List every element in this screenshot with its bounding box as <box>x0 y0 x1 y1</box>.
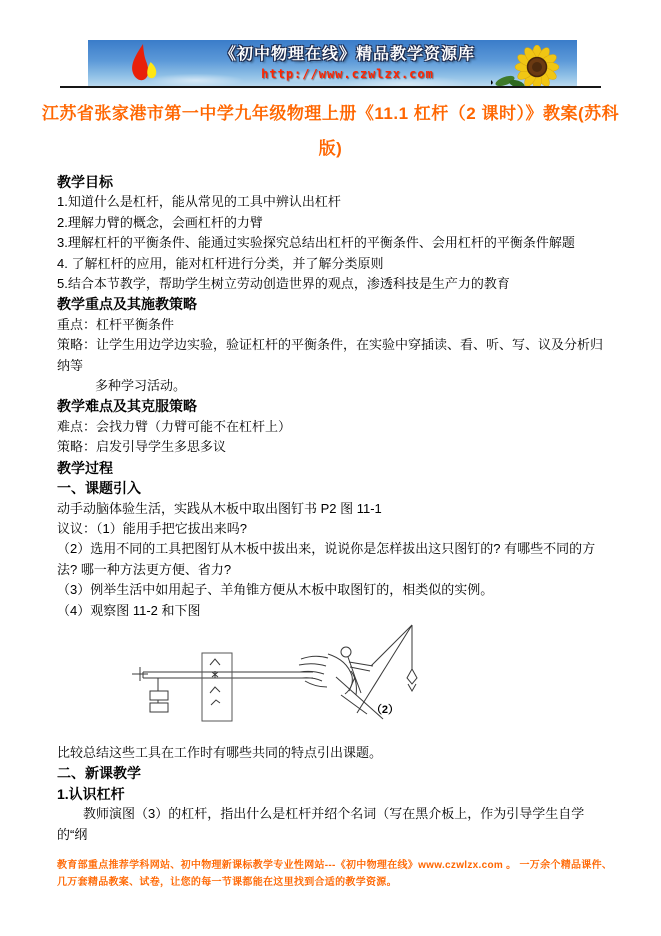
figure-drawing <box>115 621 535 743</box>
difficulty-point: 难点：会找力臂（力臂可能不在杠杆上） <box>57 418 292 434</box>
heading-sub1: 1.认识杠杆 <box>57 785 125 802</box>
footer-line1: 教育部重点推荐学科网站、初中物理新课标教学专业性网站---《初中物理在线》www.czwlzx.com 。 一万余个精品课件、 <box>57 860 613 871</box>
figure-label: （2） <box>370 703 400 716</box>
objective-item-3: 3.理解杠杆的平衡条件、能通过实验探究总结出杠杆的平衡条件、会用杠杆的平衡条件解题 <box>57 235 575 251</box>
heading-objectives: 教学目标 <box>57 174 113 190</box>
process-paragraph-3: （2）选用不同的工具把图钉从木板中拔出来，说说你是怎样拔出这只图钉的? 有哪些不同的方法? 哪一种方法更方便、省力? <box>57 541 596 577</box>
site-url: http://www.czwlzx.com <box>261 67 434 81</box>
page-title <box>0 96 661 166</box>
banner-text-block <box>208 44 487 82</box>
heading-part1: 一、课题引入 <box>57 480 141 497</box>
figure-11-2 <box>57 621 605 743</box>
key-point: 重点：杠杆平衡条件 <box>57 316 175 332</box>
footer <box>57 857 623 891</box>
key-strategy-line1: 策略：让学生用边学边实验，验证杠杆的平衡条件，在实验中穿插读、看、听、写、议及分析归纳等 <box>57 337 604 373</box>
footer-line2: 几万套精品教案、试卷，让您的每一节课都能在这里找到合适的教学资源。 <box>57 877 397 888</box>
objective-item-1: 1.知道什么是杠杆，能从常见的工具中辨认出杠杆 <box>57 194 341 210</box>
process-paragraph-1: 动手动脑体验生活，实践从木板中取出图钉书 P2 图 11-1 <box>57 500 382 516</box>
page-title-line1: 江苏省张家港市第一中学九年级物理上册《11.1 杠杆（2 课时）》教案(苏科 <box>41 104 620 123</box>
heading-process: 教学过程 <box>57 459 113 476</box>
lever-diagram <box>132 653 356 721</box>
heading-difficulties: 教学难点及其克服策略 <box>57 398 197 415</box>
process-paragraph-5: （4）观察图 11-2 和下图 <box>57 602 201 618</box>
objective-item-5: 5.结合本节教学，帮助学生树立劳动创造世界的观点，渗透科技是生产力的教育 <box>57 276 510 292</box>
heading-key-points: 教学重点及其施教策略 <box>57 296 197 313</box>
process-paragraph-2: 议议：（1）能用手把它拔出来吗? <box>57 520 247 536</box>
key-strategy-line2: 多种学习活动。 <box>95 378 187 394</box>
objective-item-4: 4. 了解杠杆的应用，能对杠杆进行分类，并了解分类原则 <box>57 255 384 271</box>
flame-logo-icon <box>124 43 162 85</box>
process-paragraph-4: （3）例举生活中如用起子、羊角锥方便从木板中取图钉的，相类似的实例。 <box>57 582 494 598</box>
site-name: 《初中物理在线》精品教学资源库 <box>219 46 475 63</box>
heading-part2: 二、新课教学 <box>57 765 141 782</box>
site-banner <box>88 40 577 86</box>
sunflower-image <box>491 45 569 87</box>
objective-item-2: 2.理解力臂的概念，会画杠杆的力臂 <box>57 214 263 230</box>
banner-divider <box>60 86 601 88</box>
process-paragraph-7: 教师演图（3）的杠杆，指出什么是杠杆并绍个名词（写在黑介板上，作为引导学生自学的“纲 <box>57 806 585 842</box>
difficulty-strategy: 策略：启发引导学生多思多议 <box>57 439 227 455</box>
process-paragraph-6: 比较总结这些工具在工作时有哪些共同的特点引出课题。 <box>57 744 383 760</box>
document-body <box>57 172 605 845</box>
page-title-line2: 版) <box>318 139 343 158</box>
